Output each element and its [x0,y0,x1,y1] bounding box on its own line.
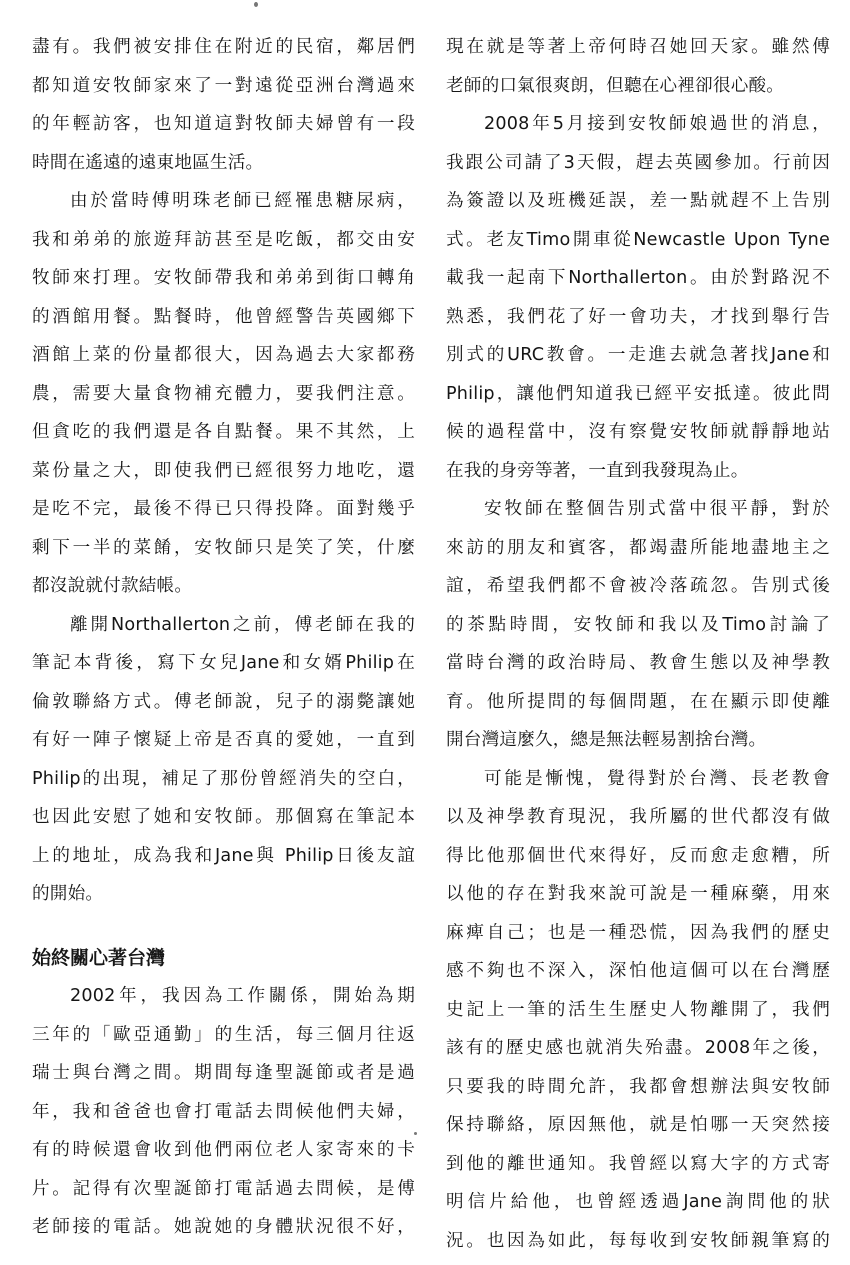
text-line: 在我的身旁等著，一直到我發現為止。 [446,457,830,496]
text-line: 得比他那個世代來得好，反而愈走愈糟，所 [446,842,830,881]
text-line: 麻痺自己；也是一種恐慌，因為我們的歷史 [446,919,830,958]
text-line: 我跟公司請了3天假，趕去英國參加。行前因 [446,149,830,188]
text-line: 別式的URC教會。一走進去就急著找Jane和 [446,341,830,380]
text-line: 牧師來打理。安牧師帶我和弟弟到街口轉角 [32,264,415,303]
left-column [32,33,415,1252]
text-line: 瑞士與台灣之間。期間每逢聖誕節或者是過 [32,1059,415,1098]
paragraph [446,765,830,1265]
text-line: 離開Northallerton之前，傅老師在我的 [32,611,415,650]
text-line: 到他的離世通知。我曾經以寫大字的方式寄 [446,1150,830,1189]
text-line: 也因此安慰了她和安牧師。那個寫在筆記本 [32,803,415,842]
text-line: 可能是慚愧，覺得對於台灣、長老教會 [446,765,830,804]
text-line: 都沒說就付款結帳。 [32,572,415,611]
paragraph [32,187,415,611]
text-line: 候的過程當中，沒有察覺安牧師就靜靜地站 [446,418,830,457]
text-line: 的開始。 [32,880,415,919]
text-line: 史記上一筆的活生生歷史人物離開了，我們 [446,996,830,1035]
text-line: 但貪吃的我們還是各自點餐。果不其然，上 [32,418,415,457]
text-line: 況。也因為如此，每每收到安牧師親筆寫的 [446,1227,830,1265]
text-line: 該有的歷史感也就消失殆盡。2008年之後， [446,1034,830,1073]
text-line: 是吃不完，最後不得已只得投降。面對幾乎 [32,495,415,534]
text-line: 年，我和爸爸也會打電話去問候他們夫婦， [32,1098,415,1137]
paragraph [32,611,415,919]
text-line: 熟悉，我們花了好一會功夫，才找到舉行告 [446,303,830,342]
text-line: 盡有。我們被安排住在附近的民宿，鄰居們 [32,33,415,72]
text-line: 當時台灣的政治時局、教會生態以及神學教 [446,649,830,688]
paragraph [446,33,830,110]
text-line: 2002年，我因為工作關係，開始為期 [32,982,415,1021]
text-line: 以他的存在對我來說可說是一種麻藥，用來 [446,880,830,919]
text-line: 有的時候還會收到他們兩位老人家寄來的卡 [32,1136,415,1175]
text-line: 來訪的朋友和賓客，都竭盡所能地盡地主之 [446,534,830,573]
text-line: 由於當時傅明珠老師已經罹患糖尿病， [32,187,415,226]
text-line: 老師的口氣很爽朗，但聽在心裡卻很心酸。 [446,72,830,111]
text-line: 現在就是等著上帝何時召她回天家。雖然傅 [446,33,830,72]
text-line: 式。老友Timo開車從Newcastle Upon Tyne [446,226,830,265]
text-line: Philip的出現，補足了那份曾經消失的空白， [32,765,415,804]
text-line: 片。記得有次聖誕節打電話過去問候，是傅 [32,1175,415,1214]
text-line: 老師接的電話。她說她的身體狀況很不好， [32,1213,415,1252]
text-line: 菜份量之大，即使我們已經很努力地吃，還 [32,457,415,496]
paragraph [446,495,830,765]
text-line: 2008年5月接到安牧師娘過世的消息， [446,110,830,149]
text-line: 有好一陣子懷疑上帝是否真的愛她，一直到 [32,726,415,765]
text-line: 我和弟弟的旅遊拜訪甚至是吃飯，都交由安 [32,226,415,265]
text-line: 為簽證以及班機延誤，差一點就趕不上告別 [446,187,830,226]
text-line: 上的地址，成為我和Jane與 Philip日後友誼 [32,842,415,881]
text-line: 明信片給他，也曾經透過Jane詢問他的狀 [446,1188,830,1227]
text-line: 安牧師在整個告別式當中很平靜，對於 [446,495,830,534]
text-line: 剩下一半的菜餚，安牧師只是笑了笑，什麼 [32,534,415,573]
text-line: 載我一起南下Northallerton。由於對路況不 [446,264,830,303]
right-column [446,33,830,1265]
text-line: 只要我的時間允許，我都會想辦法與安牧師 [446,1073,830,1112]
text-line: 育。他所提問的每個問題，在在顯示即使離 [446,688,830,727]
scan-speck [254,2,258,7]
paragraph [32,982,415,1252]
text-line: 開台灣這麼久，總是無法輕易割捨台灣。 [446,726,830,765]
text-line: 筆記本背後，寫下女兒Jane和女婿Philip在 [32,649,415,688]
text-line: 都知道安牧師家來了一對遠從亞洲台灣過來 [32,72,415,111]
text-line: 酒館上菜的份量都很大，因為過去大家都務 [32,341,415,380]
section-heading: 始終關心著台灣 [32,944,415,983]
text-line: 倫敦聯絡方式。傅老師說，兒子的溺斃讓她 [32,688,415,727]
paragraph [32,33,415,187]
paragraph [446,110,830,495]
text-line: 時間在遙遠的遠東地區生活。 [32,149,415,188]
text-line: 以及神學教育現況，我所屬的世代都沒有做 [446,803,830,842]
text-line: 的酒館用餐。點餐時，他曾經警告英國鄉下 [32,303,415,342]
text-line: Philip，讓他們知道我已經平安抵達。彼此問 [446,380,830,419]
text-line: 感不夠也不深入，深怕他這個可以在台灣歷 [446,957,830,996]
text-line: 的茶點時間，安牧師和我以及Timo討論了 [446,611,830,650]
text-line: 三年的「歐亞通勤」的生活，每三個月往返 [32,1021,415,1060]
text-line: 保持聯絡，原因無他，就是怕哪一天突然接 [446,1111,830,1150]
text-line: 的年輕訪客，也知道這對牧師夫婦曾有一段 [32,110,415,149]
text-line: 誼，希望我們都不會被冷落疏忽。告別式後 [446,572,830,611]
text-line: 農，需要大量食物補充體力，要我們注意。 [32,380,415,419]
